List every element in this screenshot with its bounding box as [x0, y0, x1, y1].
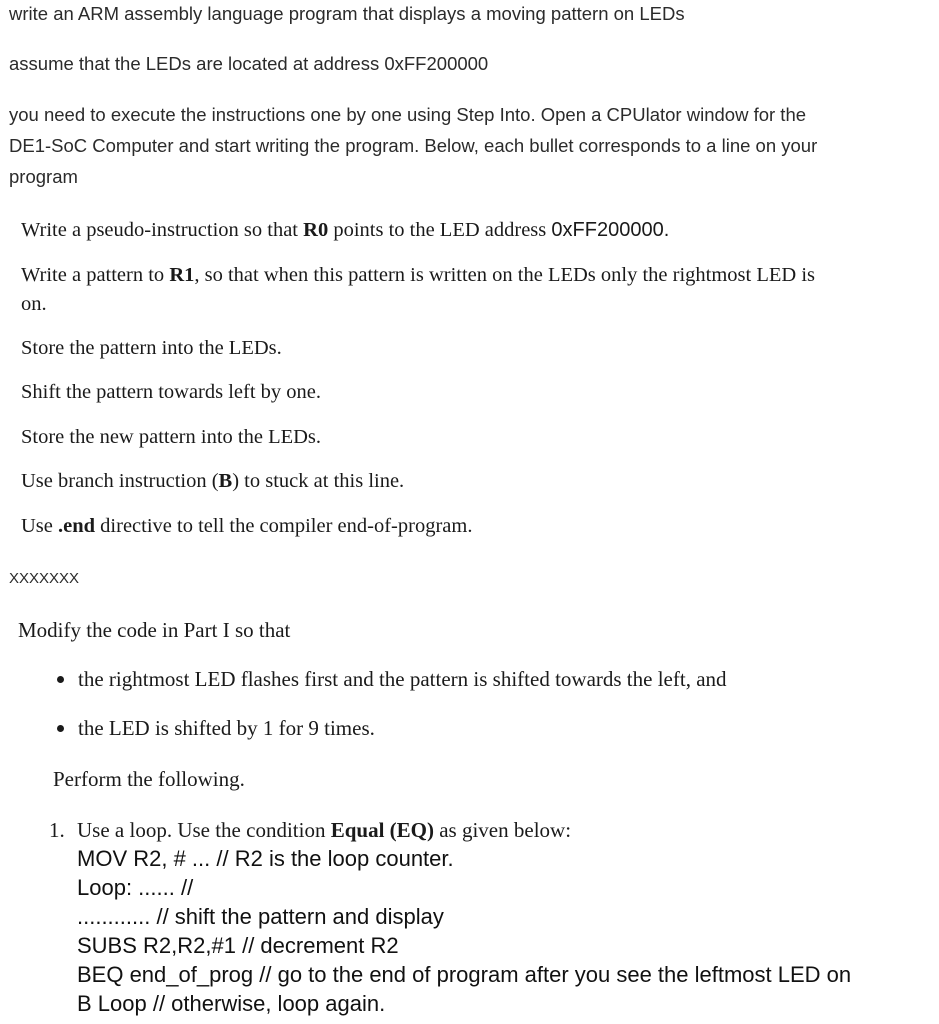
task-7-text: Use: [21, 515, 59, 537]
task-2-register: R1: [169, 264, 195, 286]
task-6: [21, 470, 404, 493]
task-2: [21, 264, 815, 287]
intro-line-1: write an ARM assembly language program that displays a moving pattern on LEDs: [9, 3, 685, 24]
step-1-condition: Equal (EQ): [330, 818, 434, 842]
intro-line-3c: program: [9, 166, 78, 187]
code-line-3: ............ // shift the pattern and display: [77, 904, 444, 929]
task-1-text: Write a pseudo-instruction so that: [21, 219, 304, 241]
task-4: Shift the pattern towards left by one.: [21, 381, 322, 403]
part2-heading: Modify the code in Part I so that: [18, 618, 291, 642]
code-line-4: SUBS R2,R2,#1 // decrement R2: [77, 933, 399, 958]
task-6-text: Use branch instruction (: [21, 470, 219, 492]
task-1: [21, 219, 669, 242]
task-6-text-cont: ) to stuck at this line.: [232, 470, 405, 492]
task-7-directive: .end: [58, 515, 96, 537]
task-1-address: 0xFF200000.: [551, 219, 670, 241]
bullet-2-dot: [57, 725, 64, 732]
intro-line-2: assume that the LEDs are located at address 0xFF200000: [9, 53, 489, 74]
task-7: [21, 515, 472, 538]
perform-heading: Perform the following.: [53, 767, 245, 791]
task-7-text-cont: directive to tell the compiler end-of-program.: [95, 515, 473, 537]
code-line-6: B Loop // otherwise, loop again.: [77, 991, 386, 1016]
separator: XXXXXXX: [9, 570, 80, 587]
bullet-1-dot: [57, 676, 64, 683]
bullet-1: the rightmost LED flashes first and the pattern is shifted towards the left, and: [78, 667, 727, 691]
task-1-register: R0: [303, 219, 329, 241]
task-6-instruction: B: [218, 470, 233, 492]
step-1-text: Use a loop. Use the condition: [77, 818, 331, 842]
task-2-continuation: on.: [21, 293, 47, 315]
code-line-1: MOV R2, # ... // R2 is the loop counter.: [77, 846, 454, 871]
step-1: [77, 818, 571, 843]
bullet-2: the LED is shifted by 1 for 9 times.: [78, 716, 375, 740]
task-5: Store the new pattern into the LEDs.: [21, 426, 322, 448]
code-line-5: BEQ end_of_prog // go to the end of program after you see the leftmost LED on: [77, 962, 852, 987]
task-1-text-cont: points to the LED address: [328, 219, 552, 241]
task-3: Store the pattern into the LEDs.: [21, 337, 282, 359]
step-1-text-cont: as given below:: [433, 818, 572, 842]
code-line-2: Loop: ...... //: [77, 875, 194, 900]
step-1-number: 1.: [49, 818, 65, 842]
task-2-text: Write a pattern to: [21, 264, 170, 286]
intro-line-3a: you need to execute the instructions one by one using Step Into. Open a CPUlator window for the: [9, 104, 807, 125]
task-2-text-cont: , so that when this pattern is written on the LEDs only the rightmost LED is: [194, 264, 815, 286]
intro-line-3b: DE1-SoC Computer and start writing the program. Below, each bullet corresponds to a line on your: [9, 135, 818, 156]
